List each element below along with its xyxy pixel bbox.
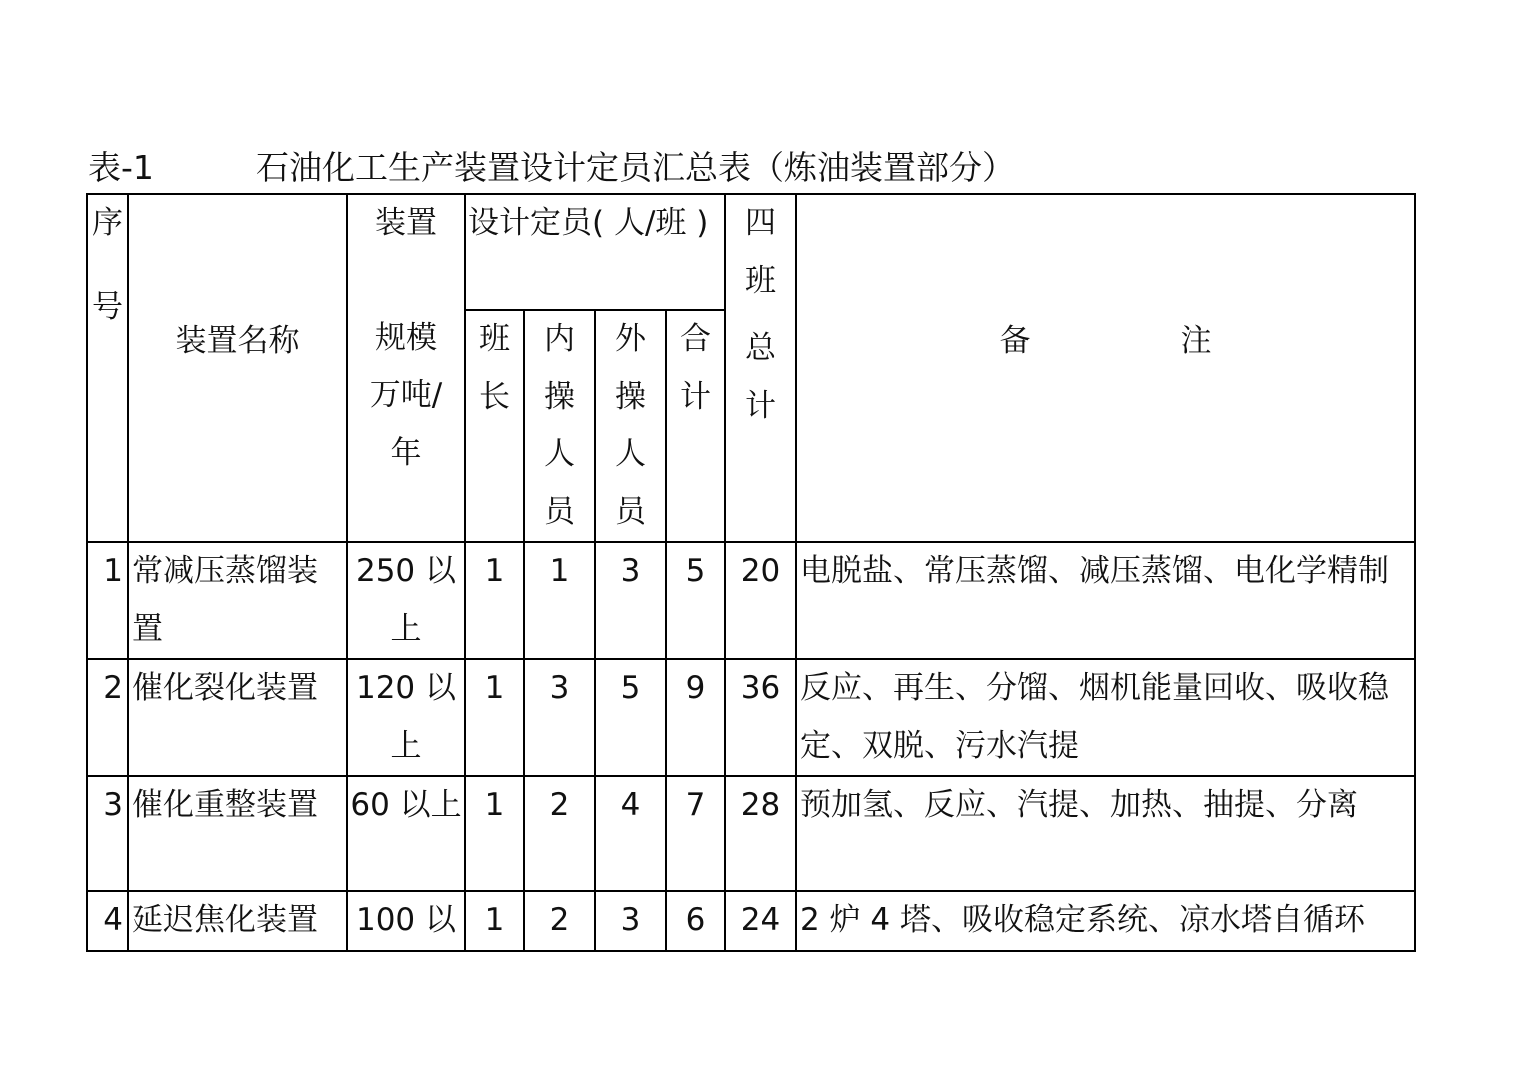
cell-outside: 3 <box>595 891 666 951</box>
table-number: 表-1 <box>88 148 154 187</box>
cell-subtotal: 7 <box>666 776 725 891</box>
header-inside-ops-line-4: 员 <box>544 493 575 530</box>
cell-inside: 3 <box>524 659 595 776</box>
header-four-shift-line-2: 班 <box>745 262 776 299</box>
cell-scale: 120 以上 <box>347 659 465 776</box>
cell-scale: 60 以上 <box>347 776 465 891</box>
cell-name: 延迟焦化装置 <box>128 891 347 951</box>
table-row <box>87 776 1415 891</box>
header-remarks <box>796 194 1415 542</box>
header-inside-ops-line-3: 人 <box>544 436 575 472</box>
table-row <box>87 542 1415 659</box>
header-four-shift-line-1: 四 <box>745 205 776 241</box>
cell-scale: 250 以上 <box>347 542 465 659</box>
header-seq <box>87 194 128 542</box>
header-outside-ops-line-2: 操 <box>615 378 646 415</box>
cell-outside: 4 <box>595 776 666 891</box>
cell-scale: 100 以 <box>347 891 465 951</box>
cell-outside: 3 <box>595 542 666 659</box>
header-seq-bottom: 号 <box>92 288 123 325</box>
header-name <box>128 194 347 542</box>
header-subtotal <box>666 310 725 542</box>
header-outside-ops <box>595 310 666 542</box>
cell-remarks: 电脱盐、常压蒸馏、减压蒸馏、电化学精制 <box>796 542 1415 659</box>
header-inside-ops-line-2: 操 <box>544 378 575 415</box>
header-four-shift-total <box>725 194 796 542</box>
table-row <box>87 891 1415 951</box>
cell-subtotal: 6 <box>666 891 725 951</box>
cell-subtotal: 9 <box>666 659 725 776</box>
header-scale-line-1: 规模 <box>375 319 437 356</box>
staffing-table <box>86 193 1416 952</box>
header-four-shift-line-4: 计 <box>745 387 776 424</box>
cell-name: 催化重整装置 <box>128 776 347 891</box>
header-row-1 <box>87 194 1415 310</box>
cell-total: 36 <box>725 659 796 776</box>
cell-seq: 3 <box>87 776 128 891</box>
cell-leader: 1 <box>465 891 524 951</box>
header-scale-line-3: 年 <box>390 434 422 471</box>
cell-total: 20 <box>725 542 796 659</box>
cell-leader: 1 <box>465 542 524 659</box>
header-scale <box>347 194 465 542</box>
header-name-label: 装置名称 <box>175 323 300 359</box>
cell-seq: 1 <box>87 542 128 659</box>
cell-inside: 2 <box>524 891 595 951</box>
header-team-leader-line-2: 长 <box>479 378 510 415</box>
cell-leader: 1 <box>465 776 524 891</box>
cell-name: 催化裂化装置 <box>128 659 347 776</box>
header-four-shift-line-3: 总 <box>745 330 776 366</box>
header-outside-ops-line-1: 外 <box>615 321 646 357</box>
cell-leader: 1 <box>465 659 524 776</box>
header-inside-ops <box>524 310 595 542</box>
cell-name: 常减压蒸馏装置 <box>128 542 347 659</box>
cell-remarks: 反应、再生、分馏、烟机能量回收、吸收稳定、双脱、污水汽提 <box>796 659 1415 776</box>
cell-inside: 1 <box>524 542 595 659</box>
header-outside-ops-line-3: 人 <box>615 436 646 472</box>
cell-seq: 2 <box>87 659 128 776</box>
cell-seq: 4 <box>87 891 128 951</box>
header-scale-top: 装置 <box>375 205 437 241</box>
header-scale-line-2: 万吨/ <box>369 377 443 413</box>
cell-remarks: 2 炉 4 塔、吸收稳定系统、凉水塔自循环 <box>796 891 1415 951</box>
cell-total: 28 <box>725 776 796 891</box>
cell-total: 24 <box>725 891 796 951</box>
header-outside-ops-line-4: 员 <box>615 493 646 530</box>
table-row <box>87 659 1415 776</box>
header-remarks-right: 注 <box>1180 323 1212 359</box>
header-team-leader <box>465 310 524 542</box>
cell-inside: 2 <box>524 776 595 891</box>
header-inside-ops-line-1: 内 <box>544 321 575 357</box>
header-design-staff-label: 设计定员( 人/班 ) <box>468 205 709 241</box>
header-subtotal-line-1: 合 <box>680 321 711 357</box>
header-seq-top: 序 <box>92 205 123 241</box>
header-remarks-left: 备 <box>999 323 1031 359</box>
header-design-staff <box>465 194 725 310</box>
header-subtotal-line-2: 计 <box>680 378 711 415</box>
table-title: 石油化工生产装置设计定员汇总表（炼油装置部分） <box>256 148 1015 187</box>
cell-remarks: 预加氢、反应、汽提、加热、抽提、分离 <box>796 776 1415 891</box>
cell-subtotal: 5 <box>666 542 725 659</box>
header-team-leader-line-1: 班 <box>479 321 510 357</box>
cell-outside: 5 <box>595 659 666 776</box>
